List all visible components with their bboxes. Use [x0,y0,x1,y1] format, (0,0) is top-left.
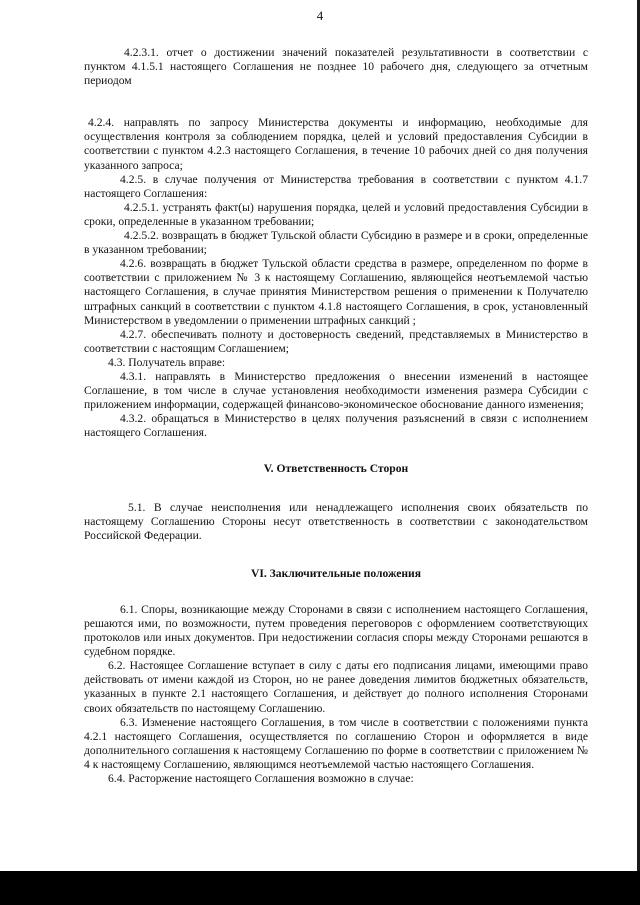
paragraph-4-2-5: 4.2.5. в случае получения от Министерства требования в соответствии с пунктом 4.1.7 настоящего Соглашения: [84,172,588,200]
paragraph-4-2-4: 4.2.4. направлять по запросу Министерства документы и информацию, необходимые для осуществления контроля за соблюдением порядка, целей и условий предоставления Субсидии в соответствии с пунктом 4.2.3 настоящего Соглашения, в течение 10 рабочих дней со дня получения указанного запроса; [84,116,588,172]
paragraph-6-4: 6.4. Расторжение настоящего Соглашения возможно в случае: [108,772,414,786]
paragraph-5-1: 5.1. В случае неисполнения или ненадлежащего исполнения своих обязательств по настоящему Соглашению Стороны несут ответственность в соответствии с законодательством Российской Федерации. [84,500,588,542]
scan-edge-bottom [0,871,640,905]
paragraph-4-3-1: 4.3.1. направлять в Министерство предложения о внесении изменений в настоящее Соглашение, в том числе в случае установления необходимости изменения размера Субсидии с приложением информации, содержащей финансово-экономическое обоснование данного изменения; [84,369,588,412]
paragraph-4-2-3-1: 4.2.3.1. отчет о достижении значений показателей результативности в соответствии с пунктом 4.1.5.1 настоящего Соглашения не позднее 10 рабочего дня, следующего за отчетным периодом [84,46,588,88]
document-body [84,46,588,786]
paragraph-6-3: 6.3. Изменение настоящего Соглашения, в том числе в соответствии с положениями пункта 4.2.1 настоящего Соглашения, осуществляется по соглашению Сторон и оформляется в виде дополнительного соглашения к настоящему Соглашению по форме в соответствии с приложением № 4 к настоящему Соглашению, являющимся неотъемлемой частью настоящего Соглашения. [84,715,588,771]
paragraph-4-2-6: 4.2.6. возвращать в бюджет Тульской области средства в размере, определенном по форме в соответствии с приложением № 3 к настоящему Соглашению, являющейся неотъемлемой частью настоящего Соглашения, в случае принятия Министерством решения о применении к Получателю штрафных санкций в соответствии с пунктом 4.1.8 настоящего Соглашения, в срок, установленный Министерством в уведомлении о применении штрафных санкций ; [84,257,588,327]
paragraph-6-1: 6.1. Споры, возникающие между Сторонами в связи с исполнением настоящего Соглашения, решаются ими, по возможности, путем проведения переговоров с оформлением соответствующих протоколов или иных документов. При недостижении согласия споры между Сторонами решаются в судебном порядке. [84,602,588,659]
section-heading-responsibility: V. Ответственность Сторон [263,462,409,476]
paragraph-6-2: 6.2. Настоящее Соглашение вступает в силу с даты его подписания лицами, имеющими право действовать от имени каждой из Сторон, но не ранее доведения лимитов бюджетных обязательств, указанных в пункте 2.1 настоящего Соглашения, и действует до полного исполнения Сторонами своих обязательств по настоящему Соглашению. [84,659,588,715]
paragraph-4-2-5-1: 4.2.5.1. устранять факт(ы) нарушения порядка, целей и условий предоставления Субсидии в сроки, определенные в указанном требовании; [84,200,588,228]
paragraph-4-3: 4.3. Получатель вправе: [108,355,226,369]
paragraph-4-3-2: 4.3.2. обращаться в Министерство в целях получения разъяснений в связи с исполнением настоящего Соглашения. [84,412,588,440]
page-number: 4 [316,8,324,23]
paragraph-4-2-7: 4.2.7. обеспечивать полноту и достоверность сведений, представляемых в Министерство в соответствии с настоящим Соглашением; [84,327,588,355]
paragraph-4-2-5-2: 4.2.5.2. возвращать в бюджет Тульской области Субсидию в размере и в сроки, определенные в указанном требовании; [84,229,588,257]
section-heading-final-provisions: VI. Заключительные положения [250,566,422,580]
